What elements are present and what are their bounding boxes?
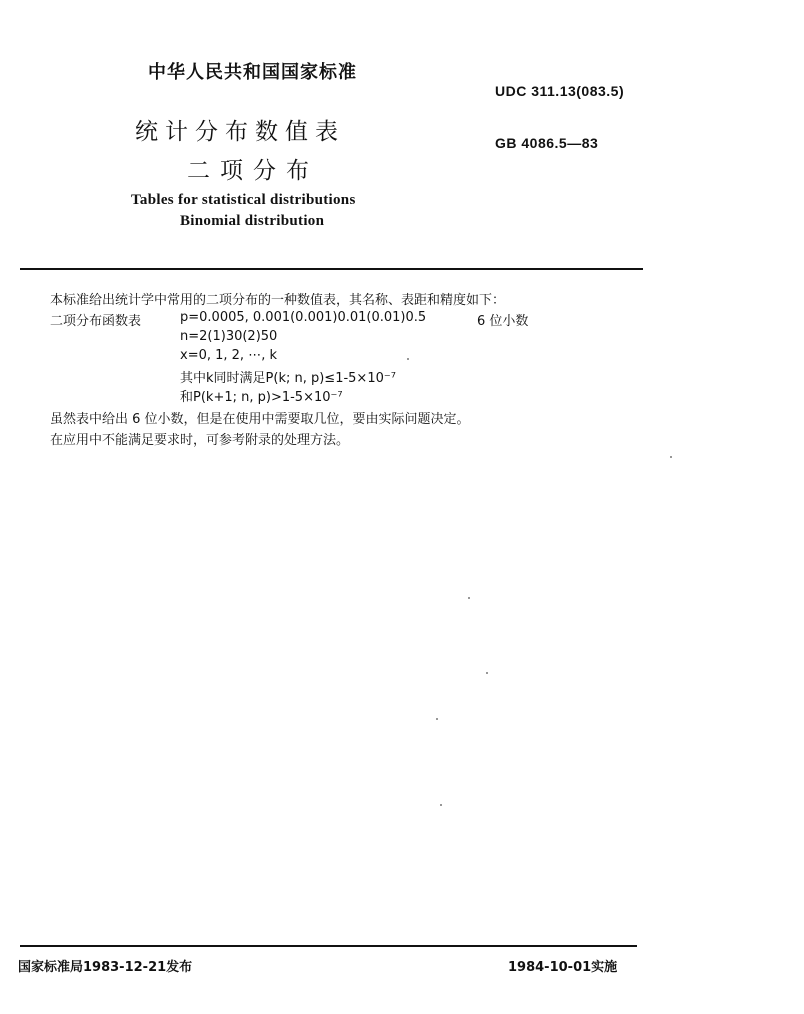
n-parameter-range: n=2(1)30(2)50 (180, 329, 278, 344)
document-subtitle-en: Binomial distribution (180, 213, 325, 229)
intro-paragraph: 本标准给出统计学中常用的二项分布的一种数值表，其名称、表距和精度如下： (50, 293, 506, 308)
x-parameter-range: x=0, 1, 2, ⋯, k (180, 348, 277, 363)
scan-speck (407, 358, 409, 360)
document-title-en: Tables for statistical distributions (131, 192, 356, 208)
scan-speck (436, 718, 438, 720)
document-subtitle-cn: 二项分布 (187, 158, 319, 184)
k-condition-upper: 和P(k+1; n, p)>1-5×10⁻⁷ (180, 390, 343, 405)
scan-speck (486, 672, 488, 674)
precision-note: 6 位小数 (477, 314, 529, 329)
footer-divider (20, 945, 637, 947)
appendix-reference-note: 在应用中不能满足要求时，可参考附录的处理方法。 (50, 433, 350, 448)
function-table-label: 二项分布函数表 (50, 314, 142, 329)
scan-speck (440, 804, 442, 806)
udc-code: UDC 311.13(083.5) (495, 83, 625, 99)
p-parameter-range: p=0.0005, 0.001(0.001)0.01(0.01)0.5 (180, 310, 427, 325)
header-divider (20, 268, 643, 270)
issue-date: 国家标准局1983-12-21发布 (18, 960, 193, 975)
standard-number: GB 4086.5—83 (495, 135, 599, 151)
effective-date: 1984-10-01实施 (508, 960, 618, 975)
issuing-authority: 中华人民共和国国家标准 (148, 62, 357, 83)
k-condition-lower: 其中k同时满足P(k; n, p)≤1-5×10⁻⁷ (180, 371, 396, 386)
document-title-cn: 统计分布数值表 (135, 119, 345, 145)
precision-usage-note: 虽然表中给出 6 位小数，但是在使用中需要取几位，要由实际问题决定。 (50, 412, 470, 427)
scan-speck (670, 456, 672, 458)
scan-speck (468, 597, 470, 599)
